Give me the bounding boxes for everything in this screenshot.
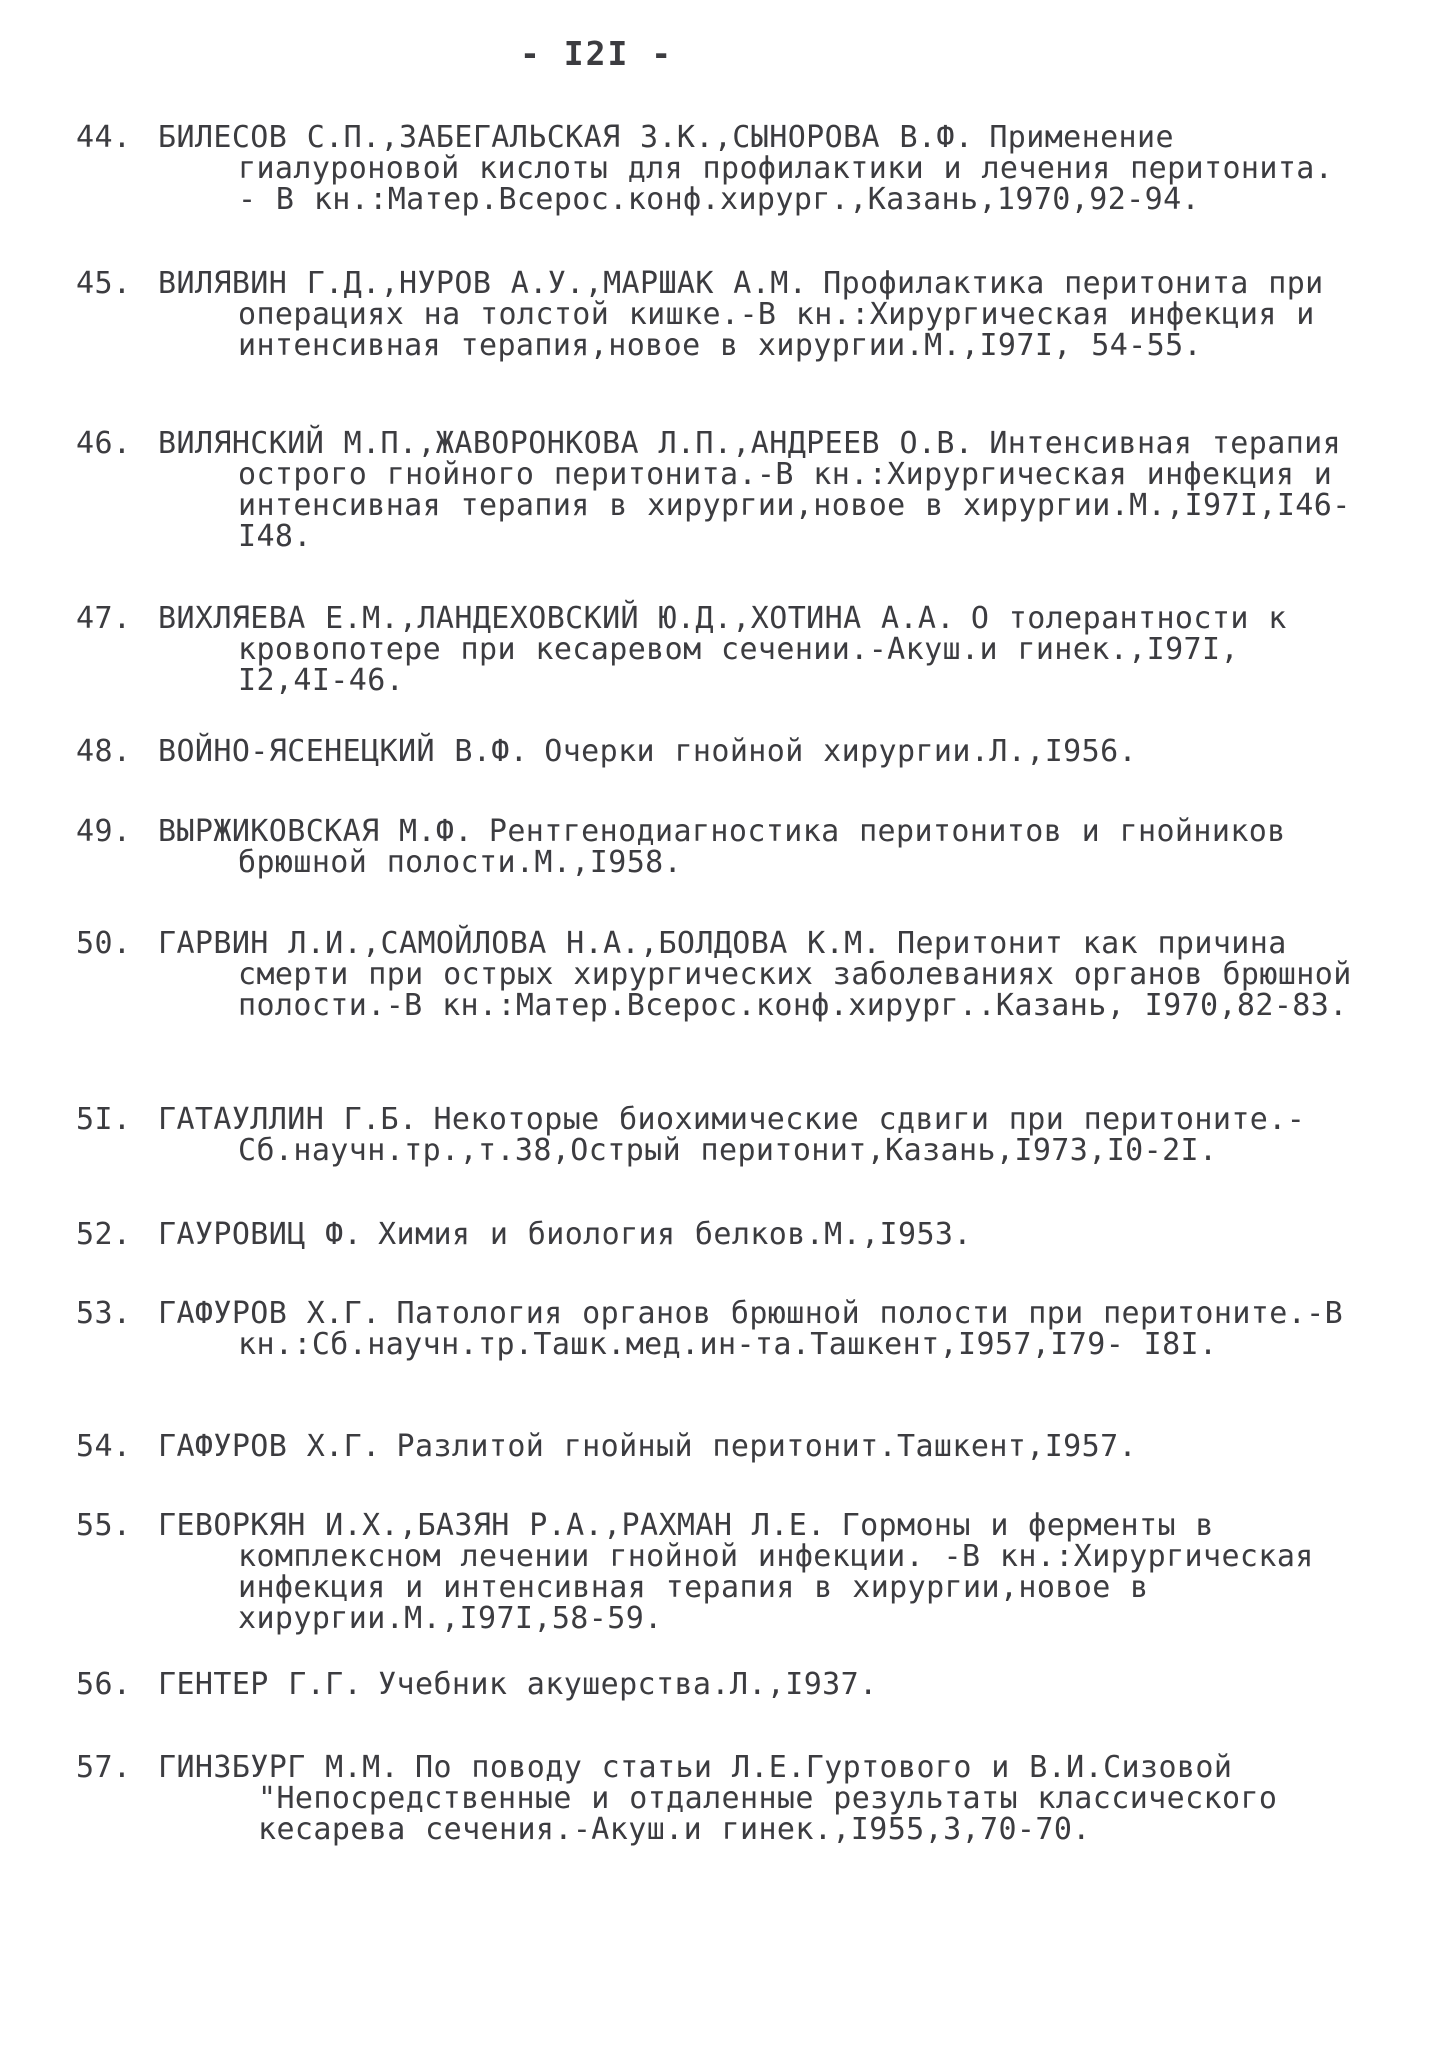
entry-authors: ГАФУРОВ Х.Г. [158,1429,381,1464]
entry-authors: ВОЙНО-ЯСЕНЕЦКИЙ В.Ф. [158,734,529,769]
entry-number: 54. [76,1429,132,1464]
entry-authors: ГАТАУЛЛИН Г.Б. [158,1102,418,1137]
entry-body [158,1298,1366,1360]
entry-authors: ГАРВИН Л.И.,САМОЙЛОВА Н.А.,БОЛДОВА К.М. [158,926,881,961]
entry-body [158,1510,1366,1634]
entry-text: Гормоны и ферменты в комплексном лечении гнойной инфекции. -В кн.:Хирургическая инфекция и интенсивная терапия в хирургии,новое в хирургии.М.,I97I,58-59. [238,1508,1314,1636]
entry-body [158,1431,1366,1462]
entry-body [158,736,1366,767]
entry-authors: ГЕВОРКЯН И.Х.,БАЗЯН Р.А.,РАХМАН Л.Е. [158,1508,826,1543]
entry-number: 50. [76,926,132,961]
entry-authors: ВИЛЯНСКИЙ М.П.,ЖАВОРОНКОВА Л.П.,АНДРЕЕВ О.В. [158,426,974,461]
bibliography-entry-47 [76,603,1366,696]
entry-text: Профилактика перитонита при операциях на толстой кишке.-В кн.:Хирургическая инфекция и интенсивная терапия,новое в хирургии.М.,I97I, 54-55. [238,266,1324,363]
entry-body [158,928,1366,1021]
entry-number: 46. [76,426,132,461]
entry-body [158,122,1366,215]
bibliography-entry-54 [76,1431,1366,1462]
bibliography-entry-53 [76,1298,1366,1360]
entry-text: Интенсивная терапия острого гнойного перитонита.-В кн.:Хирургическая инфекция и интенсивная терапия в хирургии,новое в хирургии.М.,I97I,I46-I48. [238,426,1351,554]
entry-text: По поводу статьи Л.Е.Гуртового и В.И.Сизовой "Непосредственные и отдаленные результаты классического кесарева сечения.-Акуш.и гинек.,I955,3,70-70. [258,1750,1278,1847]
bibliography-entry-46 [76,428,1366,552]
entry-number: 57. [76,1750,132,1785]
entry-number: 56. [76,1667,132,1702]
page-number-text: - I2I - [520,34,674,73]
entry-text: Некоторые биохимические сдвиги при перитоните.- Сб.научн.тр.,т.38,Острый перитонит,Казань,I973,I0-2I. [238,1102,1306,1168]
entry-number: 45. [76,266,132,301]
entry-number: 47. [76,601,132,636]
entry-body [158,428,1366,552]
entry-authors: ГАФУРОВ Х.Г. [158,1296,381,1331]
entry-authors: ГИНЗБУРГ М.М. [158,1750,399,1785]
entry-authors: ГАУРОВИЦ Ф. [158,1217,363,1252]
bibliography-entry-51 [76,1104,1366,1166]
entry-text: Химия и биология белков.М.,I953. [378,1217,972,1252]
entry-text: Разлитой гнойный перитонит.Ташкент,I957. [396,1429,1138,1464]
bibliography-entry-57 [76,1752,1366,1845]
entry-text: Применение гиалуроновой кислоты для профилактики и лечения перитонита. - В кн.:Матер.Всерос.конф.хирург.,Казань,1970,92-94. [238,120,1334,217]
entry-text: Патология органов брюшной полости при перитоните.-В кн.:Сб.научн.тр.Ташк.мед.ин-та.Ташкент,I957,I79- I8I. [238,1296,1344,1362]
entry-body [158,816,1366,878]
entry-body [158,1669,1366,1700]
entry-authors: БИЛЕСОВ С.П.,ЗАБЕГАЛЬСКАЯ З.К.,СЫНОРОВА В.Ф. [158,120,974,155]
entry-text: Рентгенодиагностика перитонитов и гнойников брюшной полости.М.,I958. [238,814,1286,880]
bibliography-entry-50 [76,928,1366,1021]
entry-body [158,268,1366,361]
entry-authors: ВИХЛЯЕВА Е.М.,ЛАНДЕХОВСКИЙ Ю.Д.,ХОТИНА А.А. [158,601,955,636]
bibliography-entry-55 [76,1510,1366,1634]
entry-number: 55. [76,1508,132,1543]
entry-text: Учебник акушерства.Л.,I937. [378,1667,878,1702]
entry-number: 49. [76,814,132,849]
bibliography-entry-49 [76,816,1366,878]
bibliography-entry-44 [76,122,1366,215]
bibliography-entry-48 [76,736,1366,767]
bibliography-entry-56 [76,1669,1366,1700]
entry-body [158,603,1366,696]
entry-authors: ВЫРЖИКОВСКАЯ М.Ф. [158,814,473,849]
entry-number: 53. [76,1296,132,1331]
bibliography-entry-52 [76,1219,1366,1250]
entry-authors: ГЕНТЕР Г.Г. [158,1667,363,1702]
entry-text: О толерантности к кровопотере при кесаревом сечении.-Акуш.и гинек.,I97I, I2,4I-46. [238,601,1287,698]
entry-number: 44. [76,120,132,155]
entry-body [158,1219,1366,1250]
entry-body [158,1752,1366,1845]
bibliography-entry-45 [76,268,1366,361]
entry-number: 5I. [76,1102,132,1137]
entry-body [158,1104,1366,1166]
entry-text: Очерки гнойной хирургии.Л.,I956. [544,734,1138,769]
entry-authors: ВИЛЯВИН Г.Д.,НУРОВ А.У.,МАРШАК А.М. [158,266,808,301]
entry-number: 52. [76,1217,132,1252]
entry-text: Перитонит как причина смерти при острых хирургических заболеваниях органов брюшной полости.-В кн.:Матер.Всерос.конф.хирург..Казань, I970,82-83. [238,926,1352,1023]
entry-number: 48. [76,734,132,769]
